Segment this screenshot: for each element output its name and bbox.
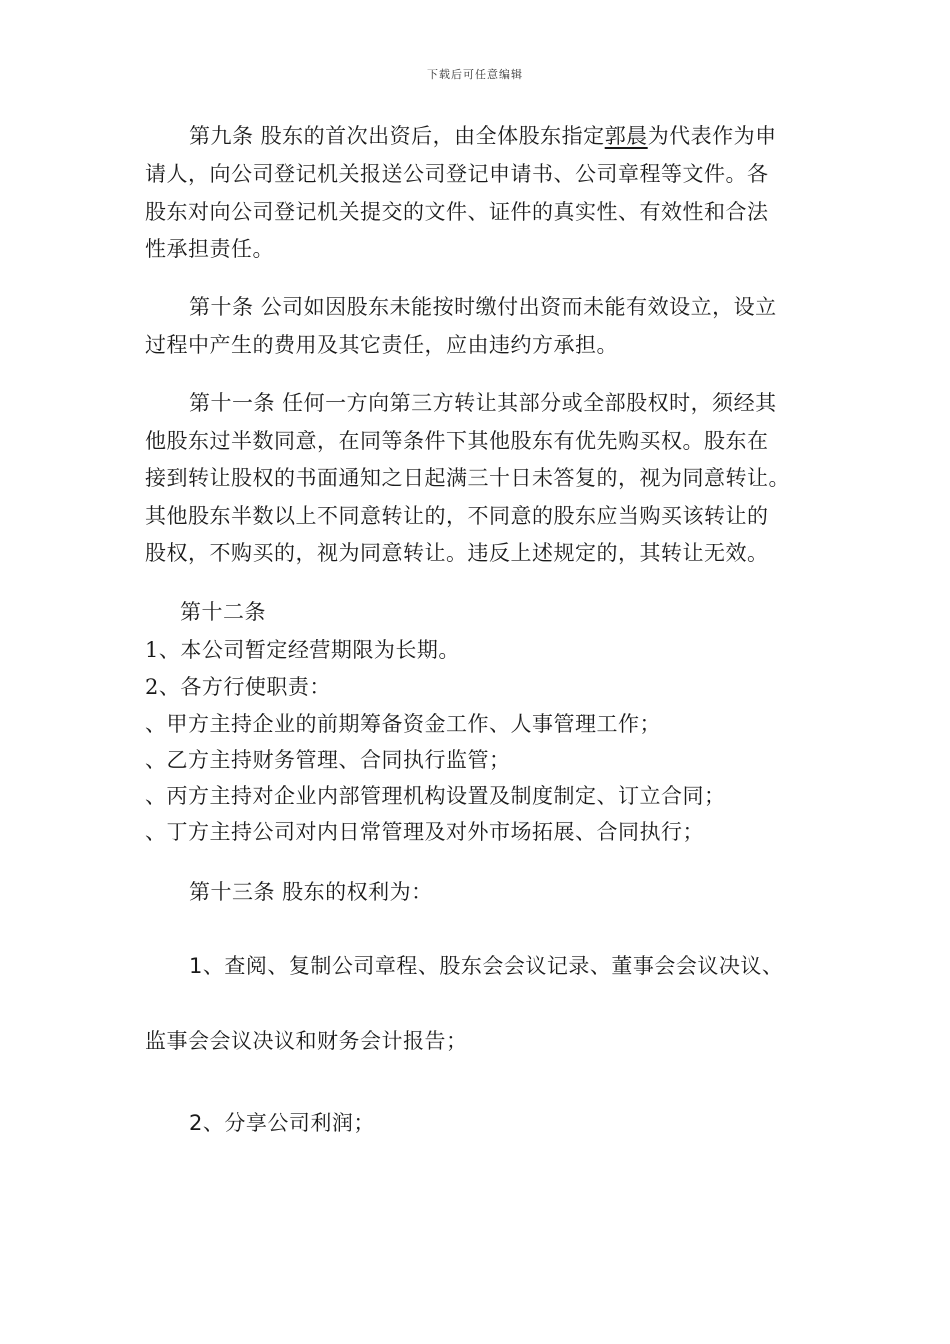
article-9-line-4: 性承担责任。 [145,237,274,261]
article-13-right-1-line-2: 监事会会议决议和财务会计报告； [145,1029,468,1053]
article-12-title: 第十二条 [180,600,266,624]
article-13-right-2-line-1 [189,1108,375,1138]
article-12-item-1: 1、本公司暂定经营期限为长期。 [145,638,460,662]
right-1-text: 、查阅、复制公司章程、股东会会议记录、董事会会议决议、 [202,954,784,978]
article-9-line-1 [189,121,777,151]
article-11-line-1: 第十一条 任何一方向第三方转让其部分或全部股权时，须经其 [189,391,777,415]
article-10-line-1: 第十条 公司如因股东未能按时缴付出资而未能有效设立，设立 [189,295,777,319]
article-11-line-4: 其他股东半数以上不同意转让的，不同意的股东应当购买该转让的 [145,504,769,528]
right-2-number: 2 [189,1111,203,1135]
article-9-text: 第九条 股东的首次出资后，由全体股东指定 [189,124,605,148]
article-12-item-2: 2、各方行使职责： [145,675,331,699]
article-11-line-3: 接到转让股权的书面通知之日起满三十日未答复的，视为同意转让。 [145,466,790,490]
page-header: 下载后可任意编辑 [427,68,523,81]
article-11-line-5: 股权，不购买的，视为同意转让。违反上述规定的，其转让无效。 [145,541,769,565]
article-13-title: 第十三条 股东的权利为： [189,880,433,904]
article-12-duty-2: 、乙方主持财务管理、合同执行监管； [145,748,511,772]
article-9-text-suffix: 为代表作为申 [647,124,777,148]
article-10-line-2: 过程中产生的费用及其它责任，应由违约方承担。 [145,333,618,357]
article-9-line-3: 股东对向公司登记机关提交的文件、证件的真实性、有效性和合法 [145,200,769,224]
article-11-line-2: 他股东过半数同意，在同等条件下其他股东有优先购买权。股东在 [145,429,769,453]
article-13-right-1-line-1 [189,951,783,981]
representative-name: 郭晨 [604,124,648,148]
right-1-number: 1 [189,954,203,978]
article-12-duty-3: 、丙方主持对企业内部管理机构设置及制度制定、订立合同； [145,784,726,808]
right-2-text: 、分享公司利润； [202,1111,375,1135]
article-12-duty-1: 、甲方主持企业的前期筹备资金工作、人事管理工作； [145,712,661,736]
article-9-line-2: 请人，向公司登记机关报送公司登记申请书、公司章程等文件。各 [145,162,769,186]
article-12-duty-4: 、丁方主持公司对内日常管理及对外市场拓展、合同执行； [145,820,704,844]
